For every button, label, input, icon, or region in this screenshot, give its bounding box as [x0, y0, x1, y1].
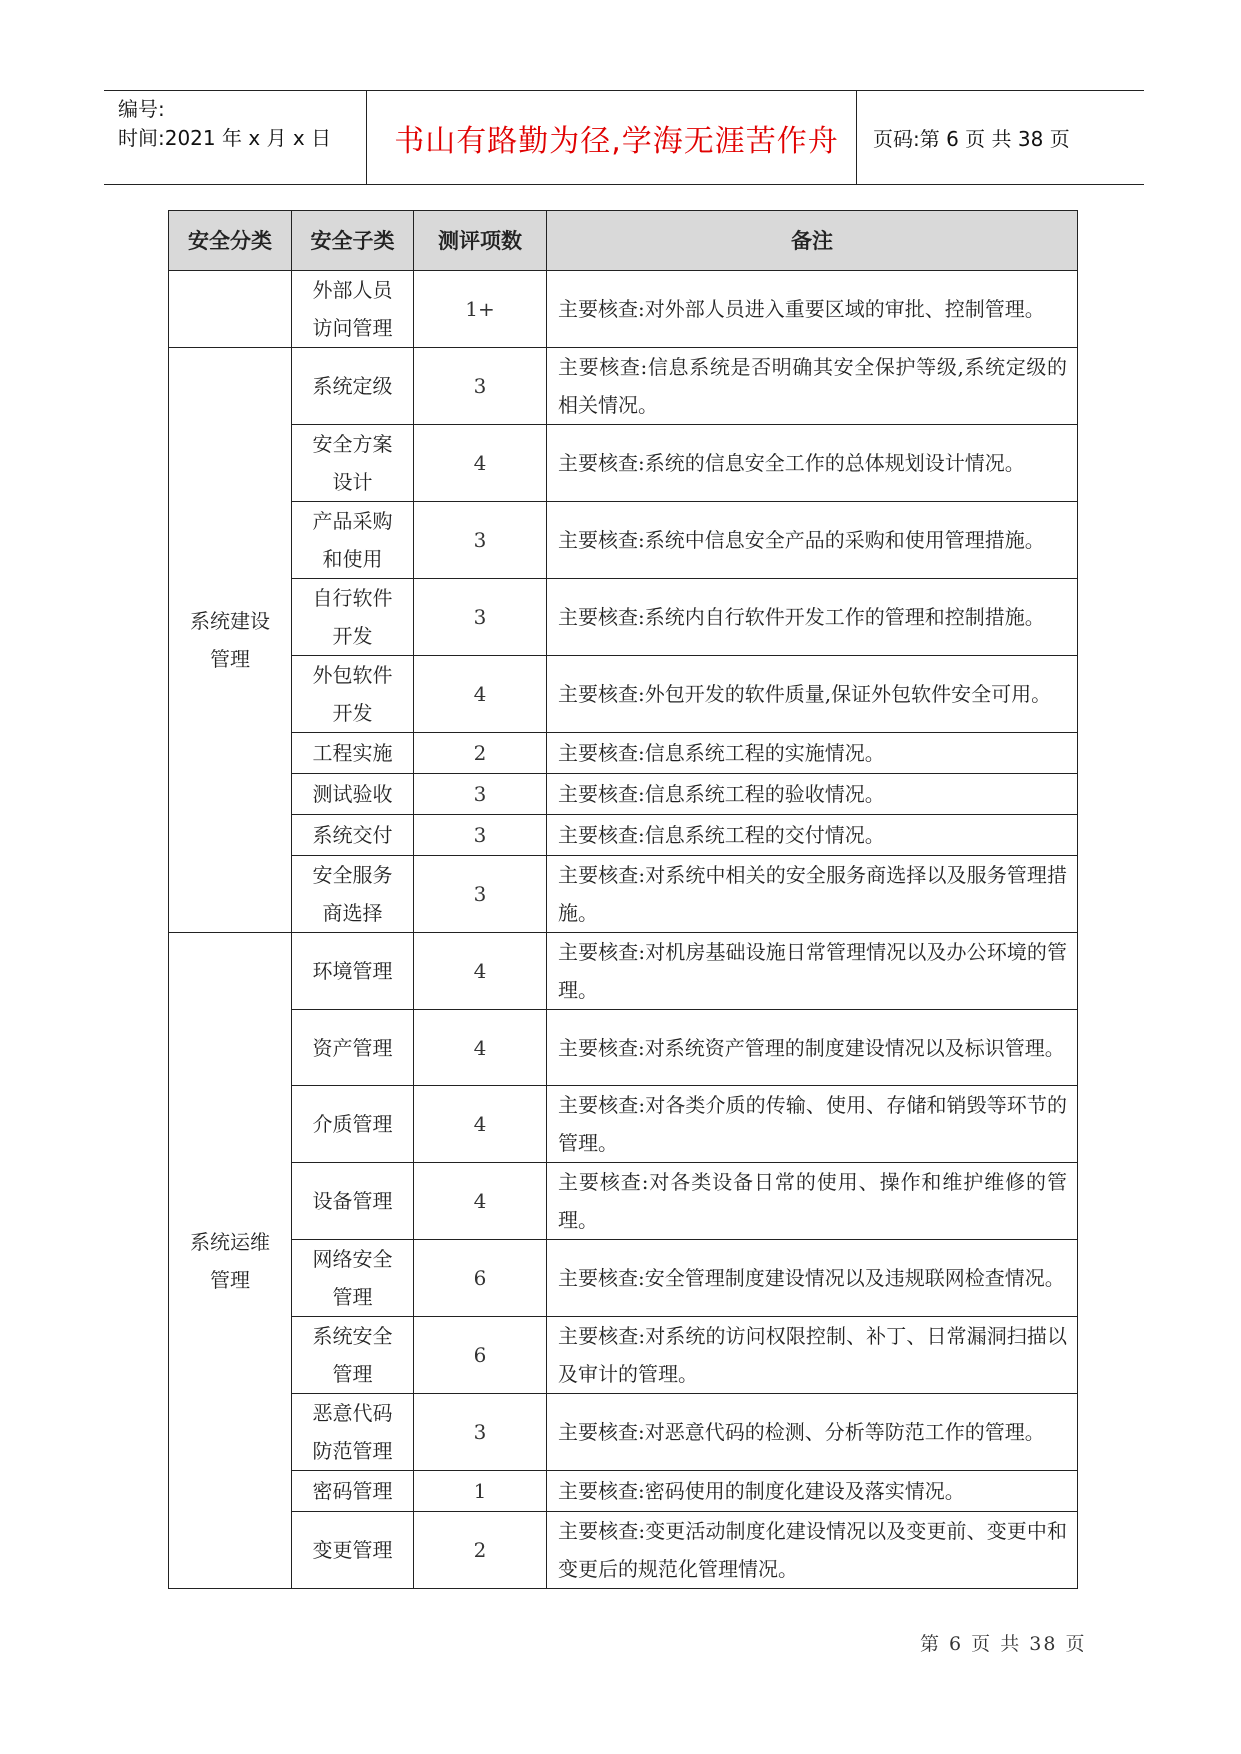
- note-cell: 主要核查:密码使用的制度化建设及落实情况。: [547, 1471, 1078, 1512]
- note-cell: 主要核查:安全管理制度建设情况以及违规联网检查情况。: [547, 1240, 1078, 1317]
- count-cell: 6: [414, 1317, 547, 1394]
- header-meta: [118, 95, 331, 153]
- count-cell: 4: [414, 1010, 547, 1086]
- subcategory-cell: 安全方案设计: [292, 425, 414, 502]
- note-cell: 主要核查:信息系统是否明确其安全保护等级,系统定级的相关情况。: [547, 348, 1078, 425]
- count-cell: 3: [414, 579, 547, 656]
- table-row: [169, 856, 1078, 933]
- note-cell: 主要核查:信息系统工程的验收情况。: [547, 774, 1078, 815]
- evaluation-table: [168, 210, 1078, 1589]
- note-cell: 主要核查:系统的信息安全工作的总体规划设计情况。: [547, 425, 1078, 502]
- document-number-label: 编号:: [118, 97, 165, 121]
- category-cell: [169, 271, 292, 348]
- subcategory-cell: 介质管理: [292, 1086, 414, 1163]
- table-row: [169, 271, 1078, 348]
- page-header: [104, 90, 1144, 185]
- note-cell: 主要核查:对机房基础设施日常管理情况以及办公环境的管理。: [547, 933, 1078, 1010]
- table-row: [169, 1086, 1078, 1163]
- subcategory-cell: 工程实施: [292, 733, 414, 774]
- table-row: [169, 1163, 1078, 1240]
- note-cell: 主要核查:外包开发的软件质量,保证外包软件安全可用。: [547, 656, 1078, 733]
- column-header-count: 测评项数: [414, 211, 547, 271]
- count-cell: 1: [414, 1471, 547, 1512]
- count-cell: 1+: [414, 271, 547, 348]
- page-footer: 第 6 页 共 38 页: [920, 1633, 1087, 1655]
- subcategory-cell: 外包软件开发: [292, 656, 414, 733]
- note-cell: 主要核查:系统中信息安全产品的采购和使用管理措施。: [547, 502, 1078, 579]
- header-divider: [366, 91, 367, 184]
- count-cell: 3: [414, 856, 547, 933]
- subcategory-cell: 网络安全管理: [292, 1240, 414, 1317]
- note-cell: 主要核查:对各类设备日常的使用、操作和维护维修的管理。: [547, 1163, 1078, 1240]
- table-row: [169, 933, 1078, 1010]
- count-cell: 4: [414, 656, 547, 733]
- table-row: [169, 1471, 1078, 1512]
- table-row: [169, 579, 1078, 656]
- header-divider: [856, 91, 857, 184]
- count-cell: 2: [414, 733, 547, 774]
- table-header-row: [169, 211, 1078, 271]
- subcategory-cell: 密码管理: [292, 1471, 414, 1512]
- count-cell: 2: [414, 1512, 547, 1589]
- table-row: [169, 502, 1078, 579]
- count-cell: 3: [414, 1394, 547, 1471]
- table-row: [169, 774, 1078, 815]
- table-row: [169, 733, 1078, 774]
- note-cell: 主要核查:信息系统工程的交付情况。: [547, 815, 1078, 856]
- subcategory-cell: 设备管理: [292, 1163, 414, 1240]
- note-cell: 主要核查:对外部人员进入重要区域的审批、控制管理。: [547, 271, 1078, 348]
- count-cell: 3: [414, 502, 547, 579]
- subcategory-cell: 系统安全管理: [292, 1317, 414, 1394]
- document-time-label: 时间:2021 年 x 月 x 日: [118, 126, 332, 150]
- table-row: [169, 425, 1078, 502]
- category-cell: 系统运维管理: [169, 933, 292, 1589]
- note-cell: 主要核查:对恶意代码的检测、分析等防范工作的管理。: [547, 1394, 1078, 1471]
- table-row: [169, 1010, 1078, 1086]
- count-cell: 4: [414, 1086, 547, 1163]
- count-cell: 4: [414, 425, 547, 502]
- note-cell: 主要核查:变更活动制度化建设情况以及变更前、变更中和变更后的规范化管理情况。: [547, 1512, 1078, 1589]
- table-row: [169, 656, 1078, 733]
- note-cell: 主要核查:对系统资产管理的制度建设情况以及标识管理。: [547, 1010, 1078, 1086]
- category-cell: 系统建设管理: [169, 348, 292, 933]
- subcategory-cell: 自行软件开发: [292, 579, 414, 656]
- table-row: [169, 1512, 1078, 1589]
- table-row: [169, 1317, 1078, 1394]
- note-cell: 主要核查:对各类介质的传输、使用、存储和销毁等环节的管理。: [547, 1086, 1078, 1163]
- count-cell: 6: [414, 1240, 547, 1317]
- subcategory-cell: 产品采购和使用: [292, 502, 414, 579]
- count-cell: 3: [414, 348, 547, 425]
- subcategory-cell: 变更管理: [292, 1512, 414, 1589]
- table-row: [169, 1240, 1078, 1317]
- column-header-note: 备注: [547, 211, 1078, 271]
- note-cell: 主要核查:系统内自行软件开发工作的管理和控制措施。: [547, 579, 1078, 656]
- subcategory-cell: 环境管理: [292, 933, 414, 1010]
- column-header-subcategory: 安全子类: [292, 211, 414, 271]
- table-row: [169, 1394, 1078, 1471]
- subcategory-cell: 资产管理: [292, 1010, 414, 1086]
- subcategory-cell: 外部人员访问管理: [292, 271, 414, 348]
- count-cell: 3: [414, 774, 547, 815]
- subcategory-cell: 系统定级: [292, 348, 414, 425]
- table-body: [169, 271, 1078, 1589]
- header-motto: 书山有路勤为径,学海无涯苦作舟: [394, 124, 839, 159]
- subcategory-cell: 恶意代码防范管理: [292, 1394, 414, 1471]
- column-header-category: 安全分类: [169, 211, 292, 271]
- count-cell: 4: [414, 933, 547, 1010]
- table-row: [169, 815, 1078, 856]
- table-row: [169, 348, 1078, 425]
- header-page-info: 页码:第 6 页 共 38 页: [873, 127, 1070, 151]
- note-cell: 主要核查:对系统的访问权限控制、补丁、日常漏洞扫描以及审计的管理。: [547, 1317, 1078, 1394]
- note-cell: 主要核查:对系统中相关的安全服务商选择以及服务管理措施。: [547, 856, 1078, 933]
- subcategory-cell: 系统交付: [292, 815, 414, 856]
- subcategory-cell: 测试验收: [292, 774, 414, 815]
- note-cell: 主要核查:信息系统工程的实施情况。: [547, 733, 1078, 774]
- count-cell: 4: [414, 1163, 547, 1240]
- count-cell: 3: [414, 815, 547, 856]
- subcategory-cell: 安全服务商选择: [292, 856, 414, 933]
